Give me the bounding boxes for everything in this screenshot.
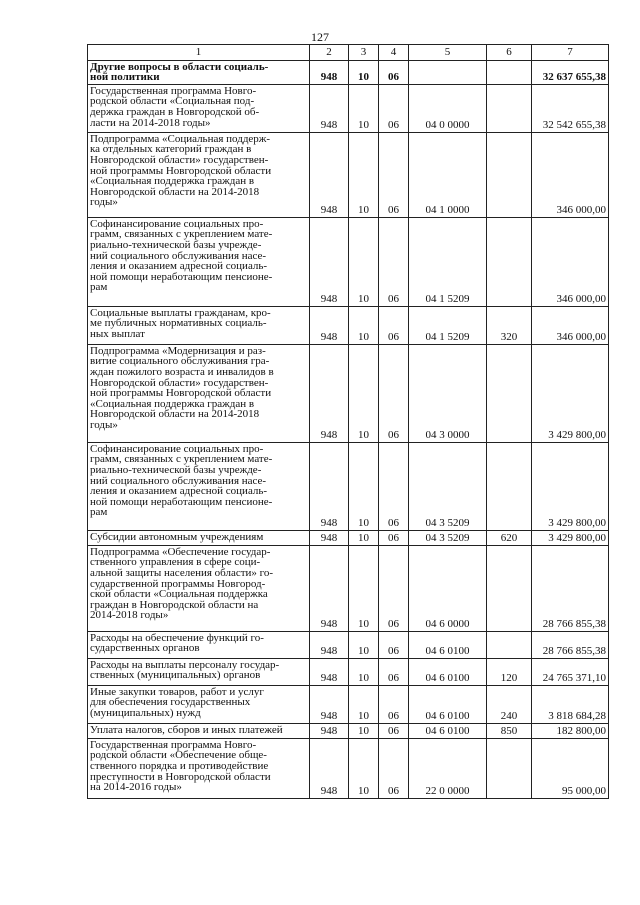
row-target-article: 04 3 0000 — [409, 344, 487, 442]
row-subsection-code: 06 — [379, 217, 409, 306]
row-expense-type — [487, 738, 532, 798]
table-row — [88, 723, 609, 738]
row-subsection-code: 06 — [379, 132, 409, 217]
row-target-article: 04 6 0100 — [409, 685, 487, 723]
row-amount: 24 765 371,10 — [532, 658, 609, 685]
row-grbs-code: 948 — [310, 132, 349, 217]
row-grbs-code: 948 — [310, 658, 349, 685]
header-cell: 3 — [349, 45, 379, 61]
row-target-article: 04 1 5209 — [409, 217, 487, 306]
row-grbs-code: 948 — [310, 685, 349, 723]
row-expense-type — [487, 132, 532, 217]
row-subsection-code: 06 — [379, 545, 409, 631]
row-target-article — [409, 60, 487, 84]
table-row — [88, 306, 609, 344]
row-expense-type: 240 — [487, 685, 532, 723]
row-section-code: 10 — [349, 530, 379, 545]
page-number: 127 — [311, 30, 329, 44]
row-section-code: 10 — [349, 545, 379, 631]
row-target-article: 22 0 0000 — [409, 738, 487, 798]
row-section-code: 10 — [349, 685, 379, 723]
row-subsection-code: 06 — [379, 685, 409, 723]
row-amount: 32 637 655,38 — [532, 60, 609, 84]
row-subsection-code: 06 — [379, 306, 409, 344]
row-grbs-code: 948 — [310, 306, 349, 344]
row-section-code: 10 — [349, 84, 379, 132]
row-grbs-code: 948 — [310, 738, 349, 798]
row-grbs-code: 948 — [310, 84, 349, 132]
row-subsection-code: 06 — [379, 631, 409, 658]
row-subsection-code: 06 — [379, 738, 409, 798]
row-section-code: 10 — [349, 631, 379, 658]
row-name: Расходы на выплаты персоналу государ- ственных (муниципальных) органов — [88, 658, 310, 685]
row-amount: 3 429 800,00 — [532, 530, 609, 545]
header-cell: 7 — [532, 45, 609, 61]
row-section-code: 10 — [349, 306, 379, 344]
row-name: Софинансирование социальных про- грамм, связанных с укреплением мате- риально-технической базы учрежде- ний социального обслуживания насе- ления и оказанием адресной социаль- ной помощи неработающим пенсионе- рам — [88, 217, 310, 306]
row-subsection-code: 06 — [379, 442, 409, 530]
row-section-code: 10 — [349, 60, 379, 84]
row-target-article: 04 6 0100 — [409, 631, 487, 658]
row-section-code: 10 — [349, 658, 379, 685]
row-name: Подпрограмма «Социальная поддерж- ка отдельных категорий граждан в Новгородской области» государствен- ной программы Новгородской области «Социальная поддержка граждан в Новгородской области на 2014-2018 годы» — [88, 132, 310, 217]
row-target-article: 04 6 0000 — [409, 545, 487, 631]
row-target-article: 04 0 0000 — [409, 84, 487, 132]
table-row — [88, 545, 609, 631]
row-amount: 3 818 684,28 — [532, 685, 609, 723]
row-expense-type: 620 — [487, 530, 532, 545]
row-amount: 28 766 855,38 — [532, 631, 609, 658]
row-section-code: 10 — [349, 344, 379, 442]
row-target-article: 04 1 0000 — [409, 132, 487, 217]
row-expense-type — [487, 217, 532, 306]
row-amount: 182 800,00 — [532, 723, 609, 738]
row-subsection-code: 06 — [379, 530, 409, 545]
table-row — [88, 344, 609, 442]
row-target-article: 04 3 5209 — [409, 530, 487, 545]
row-amount: 346 000,00 — [532, 217, 609, 306]
row-grbs-code: 948 — [310, 545, 349, 631]
table-row — [88, 631, 609, 658]
row-name: Уплата налогов, сборов и иных платежей — [88, 723, 310, 738]
row-amount: 346 000,00 — [532, 306, 609, 344]
row-expense-type — [487, 631, 532, 658]
table-row — [88, 738, 609, 798]
row-name: Государственная программа Новго- родской области «Обеспечение обще- ственного порядка и противодействие преступности в Новгородской области на 2014-2016 годы» — [88, 738, 310, 798]
row-section-code: 10 — [349, 217, 379, 306]
row-target-article: 04 6 0100 — [409, 658, 487, 685]
table-row — [88, 217, 609, 306]
row-section-code: 10 — [349, 442, 379, 530]
row-section-code: 10 — [349, 738, 379, 798]
row-grbs-code: 948 — [310, 217, 349, 306]
row-expense-type — [487, 545, 532, 631]
header-row — [88, 45, 609, 61]
header-cell: 1 — [88, 45, 310, 61]
row-name: Субсидии автономным учреждениям — [88, 530, 310, 545]
row-name: Другие вопросы в области социаль- ной политики — [88, 60, 310, 84]
row-amount: 32 542 655,38 — [532, 84, 609, 132]
row-grbs-code: 948 — [310, 530, 349, 545]
row-section-code: 10 — [349, 723, 379, 738]
row-name: Подпрограмма «Обеспечение государ- ственного управления в сфере соци- альной защиты населения области» го- сударственной программы Новгород- ской области «Социальная поддержка граждан в Новгородской области на 2014-2018 годы» — [88, 545, 310, 631]
row-subsection-code: 06 — [379, 658, 409, 685]
row-amount: 28 766 855,38 — [532, 545, 609, 631]
row-name: Расходы на обеспечение функций го- сударственных органов — [88, 631, 310, 658]
row-target-article: 04 1 5209 — [409, 306, 487, 344]
table-row — [88, 84, 609, 132]
table-row — [88, 530, 609, 545]
row-grbs-code: 948 — [310, 344, 349, 442]
row-expense-type: 850 — [487, 723, 532, 738]
budget-table — [87, 44, 609, 799]
header-cell: 5 — [409, 45, 487, 61]
row-subsection-code: 06 — [379, 344, 409, 442]
row-target-article: 04 6 0100 — [409, 723, 487, 738]
row-amount: 346 000,00 — [532, 132, 609, 217]
row-expense-type: 320 — [487, 306, 532, 344]
header-cell: 2 — [310, 45, 349, 61]
header-cell: 6 — [487, 45, 532, 61]
row-amount: 3 429 800,00 — [532, 344, 609, 442]
row-grbs-code: 948 — [310, 60, 349, 84]
row-name: Государственная программа Новго- родской области «Социальная под- держка граждан в Новгородской об- ласти на 2014-2018 годы» — [88, 84, 310, 132]
row-section-code: 10 — [349, 132, 379, 217]
row-grbs-code: 948 — [310, 631, 349, 658]
row-name: Софинансирование социальных про- грамм, связанных с укреплением мате- риально-технической базы учрежде- ний социального обслуживания насе- ления и оказанием адресной социаль- ной помощи неработающим пенсионе- рам — [88, 442, 310, 530]
row-expense-type — [487, 84, 532, 132]
row-name: Подпрограмма «Модернизация и раз- витие социального обслуживания гра- ждан пожилого возраста и инвалидов в Новгородской области» государствен- ной программы Новгородской области «Социальная поддержка граждан в Новгородской области на 2014-2018 годы» — [88, 344, 310, 442]
row-subsection-code: 06 — [379, 60, 409, 84]
row-expense-type — [487, 60, 532, 84]
row-expense-type — [487, 442, 532, 530]
row-amount: 3 429 800,00 — [532, 442, 609, 530]
table-row — [88, 442, 609, 530]
row-name: Иные закупки товаров, работ и услуг для обеспечения государственных (муниципальных) нужд — [88, 685, 310, 723]
row-grbs-code: 948 — [310, 723, 349, 738]
row-expense-type — [487, 344, 532, 442]
table-row — [88, 658, 609, 685]
row-subsection-code: 06 — [379, 84, 409, 132]
row-amount: 95 000,00 — [532, 738, 609, 798]
table-row — [88, 60, 609, 84]
row-expense-type: 120 — [487, 658, 532, 685]
row-grbs-code: 948 — [310, 442, 349, 530]
table-row — [88, 132, 609, 217]
row-target-article: 04 3 5209 — [409, 442, 487, 530]
row-name: Социальные выплаты гражданам, кро- ме публичных нормативных социаль- ных выплат — [88, 306, 310, 344]
row-subsection-code: 06 — [379, 723, 409, 738]
table-row — [88, 685, 609, 723]
header-cell: 4 — [379, 45, 409, 61]
